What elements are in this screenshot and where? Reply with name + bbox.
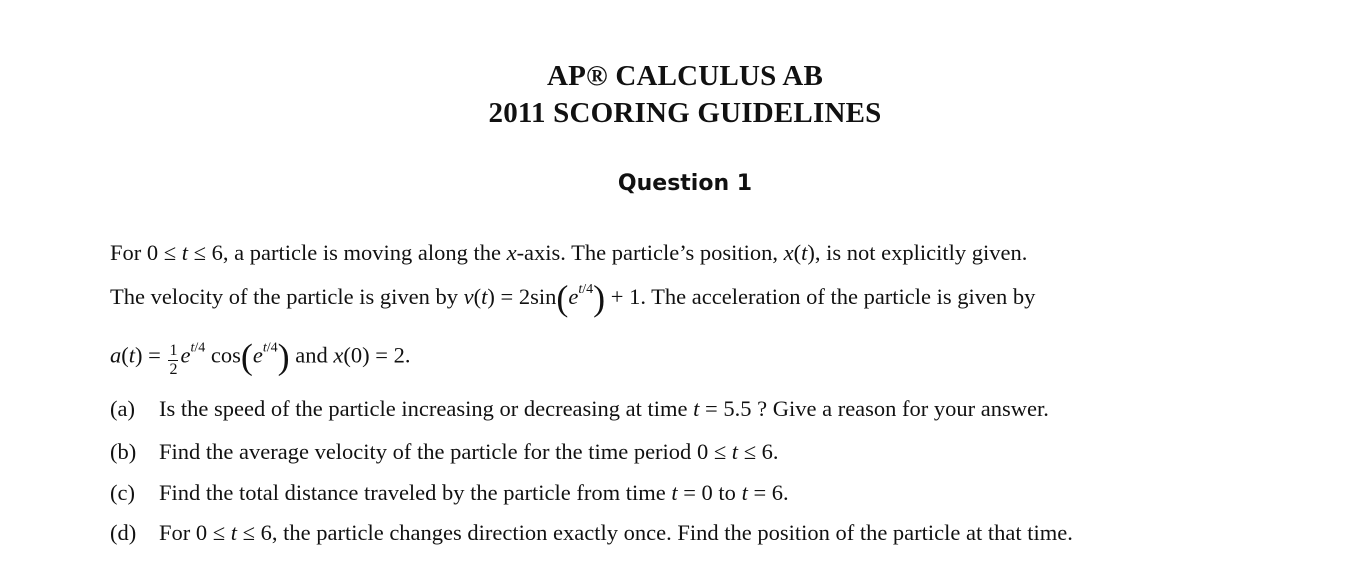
part-label: (d) — [110, 520, 137, 545]
document-title: AP® CALCULUS AB — [546, 60, 824, 92]
part-c: (c) Find the total distance traveled by the particle from time t = 0 to t = 6. — [110, 480, 789, 505]
intro-line-1: For 0 ≤ t ≤ 6, a particle is moving along the x-axis. The particle’s position, x(t), is not explicitly given. — [110, 240, 1028, 265]
part-d: (d) For 0 ≤ t ≤ 6, the particle changes direction exactly once. Find the position of the particle at that time. — [110, 520, 1073, 545]
part-a: (a) Is the speed of the particle increasing or decreasing at time t = 5.5 ? Give a reason for your answer. — [110, 396, 1049, 421]
part-label: (a) — [110, 396, 135, 421]
document-subtitle: 2011 SCORING GUIDELINES — [488, 97, 882, 129]
intro-line-2: The velocity of the particle is given by $v(t) = 2\sin(e^{t/4}) + 1$. The acceleration of the particle is given by — [110, 278, 1036, 318]
question-title: Question 1 — [617, 171, 753, 196]
part-b: (b) Find the average velocity of the particle for the time period 0 ≤ t ≤ 6. — [110, 439, 779, 464]
intro-line-3: a(t) = $\frac{1}{2}$ $e^{t/4}$ $\cos(e^{t/4})$ and x(0) = 2. — [110, 336, 411, 378]
part-label: (c) — [110, 480, 135, 505]
part-label: (b) — [110, 439, 137, 464]
fraction-one-half: $\frac{1}{2}$ — [169, 342, 178, 378]
